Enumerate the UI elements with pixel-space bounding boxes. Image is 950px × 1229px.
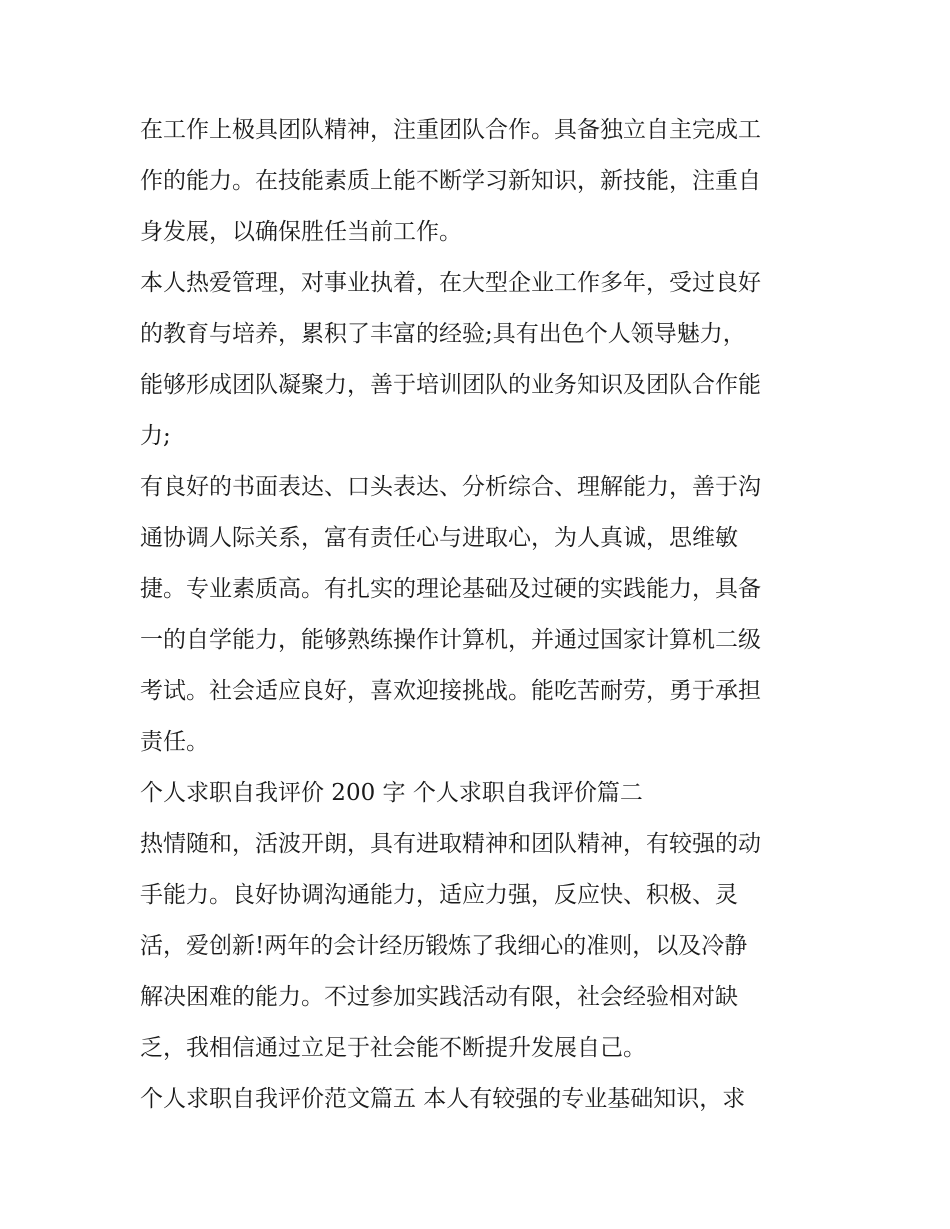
- text-line: 有良好的书面表达、口头表达、分析综合、理解能力，善于沟: [140, 474, 761, 500]
- section-heading: 个人求职自我评价 200 字 个人求职自我评价篇二: [140, 780, 643, 806]
- text-line: 一的自学能力，能够熟练操作计算机，并通过国家计算机二级: [140, 627, 761, 653]
- text-line: 能够形成团队凝聚力，善于培训团队的业务知识及团队合作能: [140, 372, 761, 398]
- text-line: 力;: [140, 423, 171, 449]
- text-line: 活，爱创新!两年的会计经历锻炼了我细心的准则，以及冷静: [140, 933, 748, 959]
- text-line: 作的能力。在技能素质上能不断学习新知识，新技能，注重自: [140, 168, 761, 194]
- text-line: 考试。社会适应良好，喜欢迎接挑战。能吃苦耐劳，勇于承担: [140, 678, 761, 704]
- text-line: 责任。: [140, 729, 209, 755]
- text-line: 的教育与培养，累积了丰富的经验;具有出色个人领导魅力，: [140, 321, 746, 347]
- text-line: 乏，我相信通过立足于社会能不断提升发展自己。: [140, 1035, 646, 1061]
- text-line: 热情随和，活波开朗，具有进取精神和团队精神，有较强的动: [140, 831, 761, 857]
- text-line: 本人热爱管理，对事业执着，在大型企业工作多年，受过良好: [140, 270, 761, 296]
- text-line: 捷。专业素质高。有扎实的理论基础及过硬的实践能力，具备: [140, 576, 761, 602]
- document-body: [140, 105, 820, 1125]
- section-heading: 个人求职自我评价范文篇五 本人有较强的专业基础知识，求: [140, 1086, 746, 1112]
- text-line: 身发展，以确保胜任当前工作。: [140, 219, 462, 245]
- text-line: 解决困难的能力。不过参加实践活动有限，社会经验相对缺: [140, 984, 738, 1010]
- text-line: 在工作上极具团队精神，注重团队合作。具备独立自主完成工: [140, 117, 761, 143]
- text-line: 通协调人际关系，富有责任心与进取心，为人真诚，思维敏: [140, 525, 738, 551]
- text-line: 手能力。良好协调沟通能力，适应力强，反应快、积极、灵: [140, 882, 738, 908]
